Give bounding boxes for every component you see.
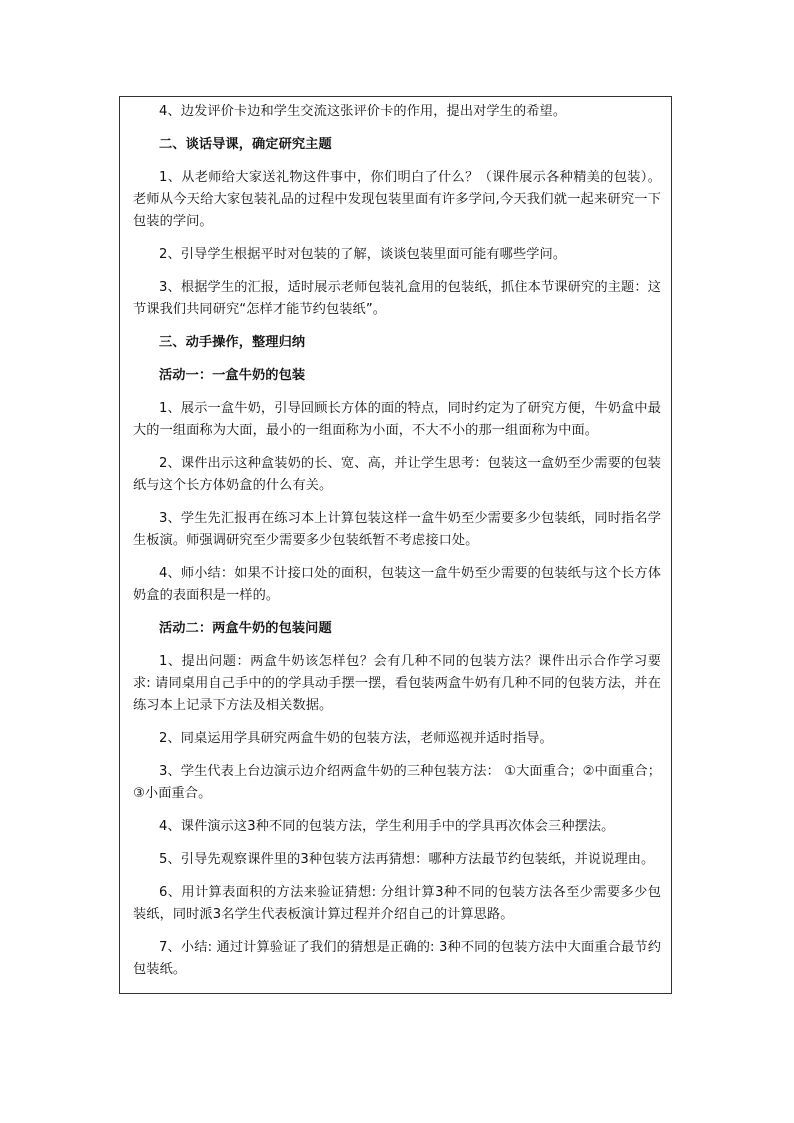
- section-heading-3: 三、动手操作，整理归纳: [159, 335, 306, 350]
- paragraph-11: 4、师小结：如果不计接口处的面积，包装这一盒牛奶至少需要的包装纸与这个长方体奶盒的表面积是一样的。: [133, 566, 661, 603]
- paragraph-3: 1、从老师给大家送礼物这件事中，你们明白了什么？（课件展示各种精美的包装）。老师从今天给大家包装礼品的过程中发现包装里面有许多学问,今天我们就一起来研究一下包装的学问。: [133, 170, 661, 229]
- paragraph-17: 5、引导先观察课件里的3种包装方法再猜想：哪种方法最节约包装纸，并说说理由。: [159, 852, 655, 867]
- paragraph-19: 7、小结: 通过计算验证了我们的猜想是正确的: 3种不同的包装方法中大面重合最节约包装纸。: [133, 940, 661, 977]
- paragraph-13: 1、提出问题：两盒牛奶该怎样包？会有几种不同的包装方法？课件出示合作学习要求: 请同桌用自己手中的的学具动手摆一摆，看包装两盒牛奶有几种不同的包装方法，并在练习本上记录下方法及相关数据。: [133, 654, 661, 713]
- paragraph-5: 3、根据学生的汇报，适时展示老师包装礼盒用的包装纸，抓住本节课研究的主题：这节课我们共同研究“怎样才能节约包装纸”。: [133, 280, 661, 317]
- paragraph-15: 3、学生代表上台边演示边介绍两盒牛奶的三种包装方法： ①大面重合；②中面重合；③小面重合。: [133, 764, 661, 801]
- paragraph-1: 4、边发评价卡边和学生交流这张评价卡的作用，提出对学生的希望。: [159, 104, 567, 119]
- paragraph-16: 4、课件演示这3种不同的包装方法，学生利用手中的学具再次体会三种摆法。: [159, 819, 615, 834]
- activity-heading-2: 活动二：两盒牛奶的包装问题: [159, 621, 332, 636]
- lesson-plan-frame: [119, 96, 672, 994]
- paragraph-10: 3、学生先汇报再在练习本上计算包装这样一盒牛奶至少需要多少包装纸，同时指名学生板演。师强调研究至少需要多少包装纸暂不考虑接口处。: [133, 511, 661, 548]
- paragraph-9: 2、课件出示这种盒装奶的长、宽、高，并让学生思考：包装这一盒奶至少需要的包装纸与这个长方体奶盒的什么有关。: [133, 456, 661, 493]
- paragraph-4: 2、引导学生根据平时对包装的了解，谈谈包装里面可能有哪些学问。: [159, 247, 567, 262]
- section-heading-2: 二、谈话导课，确定研究主题: [159, 137, 332, 152]
- activity-heading-1: 活动一：一盒牛奶的包装: [159, 368, 306, 383]
- paragraph-8: 1、展示一盒牛奶，引导回顾长方体的面的特点，同时约定为了研究方便，牛奶盒中最大的一组面称为大面，最小的一组面称为小面，不大不小的那一组面称为中面。: [133, 401, 661, 438]
- paragraph-18: 6、用计算表面积的方法来验证猜想: 分组计算3种不同的包装方法各至少需要多少包装纸，同时派3名学生代表板演计算过程并介绍自己的计算思路。: [133, 885, 661, 922]
- paragraph-14: 2、同桌运用学具研究两盒牛奶的包装方法，老师巡视并适时指导。: [159, 731, 553, 746]
